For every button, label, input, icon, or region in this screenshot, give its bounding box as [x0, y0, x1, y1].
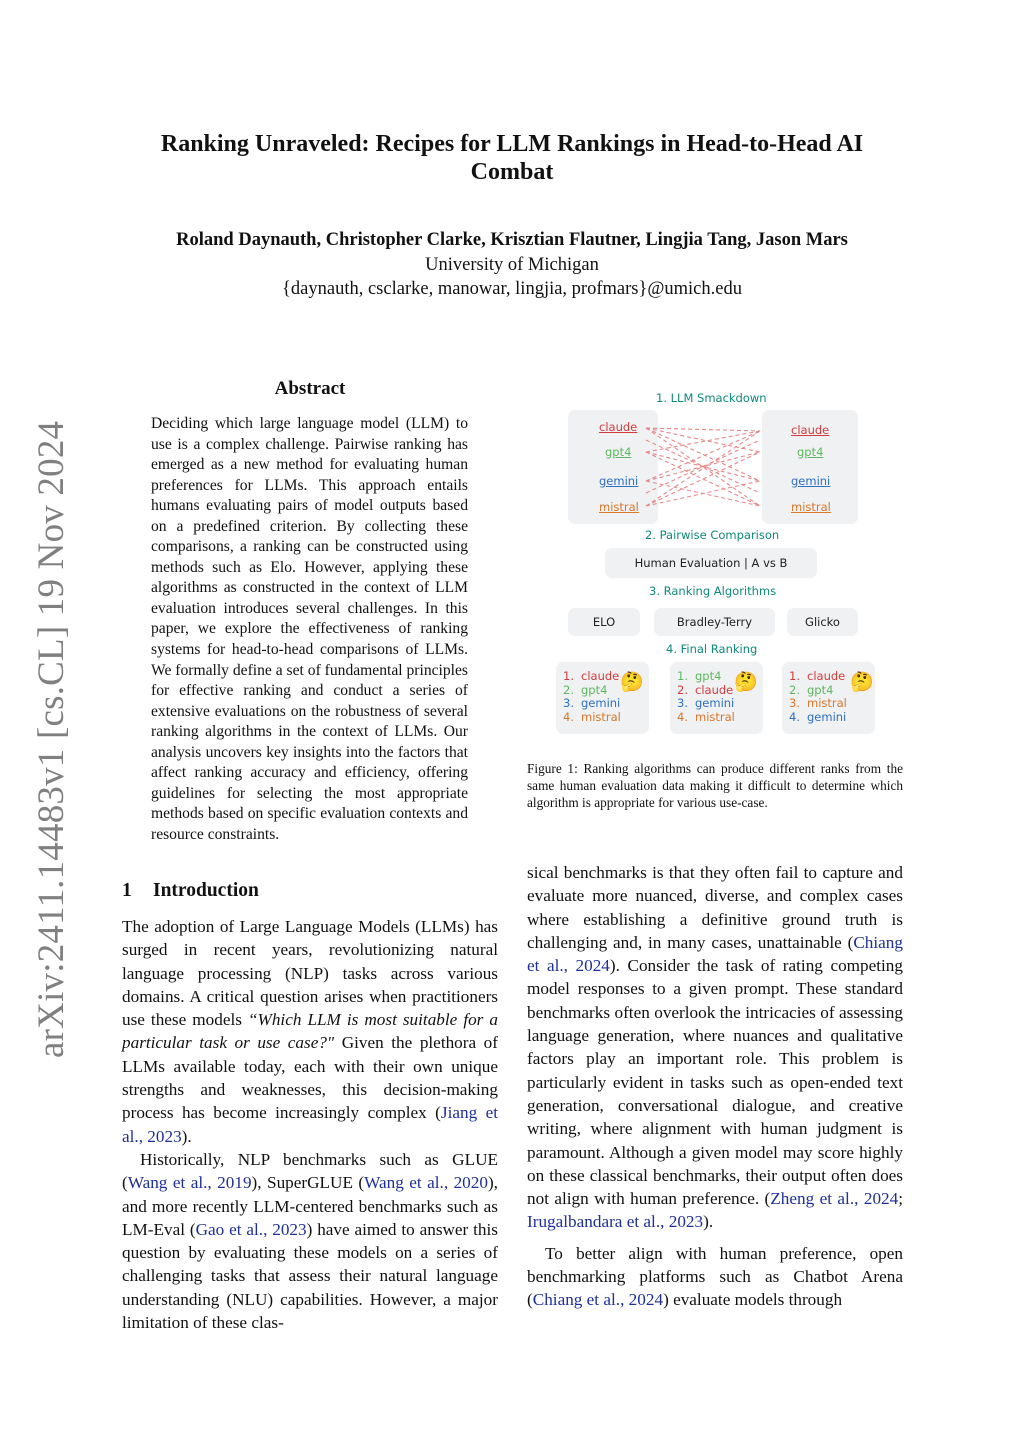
- left-model-gemini: gemini: [599, 474, 639, 488]
- right-column-body: [527, 861, 903, 1312]
- text-run: ).: [181, 1126, 192, 1146]
- step-label-final-ranking: 4. Final Ranking: [666, 642, 758, 656]
- text-run: ;: [898, 1189, 904, 1209]
- ranking-card-elo: [556, 662, 649, 734]
- left-column-body: [122, 915, 498, 1334]
- italic-quote: “Which LLM is most suitable for a particular task or use case?": [122, 1010, 498, 1053]
- step-label-pairwise-comparison: 2. Pairwise Comparison: [645, 528, 780, 542]
- rank-number: 1.: [789, 669, 800, 683]
- rank-number: 2.: [789, 682, 800, 697]
- citation-link[interactable]: Irugalbandara et al., 2023: [527, 1212, 704, 1232]
- text-run: Historically, NLP benchmarks such as GLUE (: [122, 1149, 498, 1193]
- ranked-model-name: mistral: [581, 709, 621, 724]
- text-run: sical benchmarks is that they often fail to capture and evaluate more nuanced, diverse, and complex cases where establishing a definitive ground truth is challenging and, in many cases, unattainable (: [527, 863, 903, 952]
- right-model-mistral: mistral: [791, 500, 831, 514]
- abstract-text: Deciding which large language model (LLM) to use is a complex challenge. Pairwise ranking has emerged as a new method for evaluating human preferences for LLMs. This approach entails humans evaluating pairs of model outputs based on a predefined criterion. By collecting these comparisons, a ranking can be constructed using methods such as Elo. However, applying these algorithms as constructed in the context of LLM evaluation introduces several challenges. In this paper, we explore the effectiveness of ranking systems for head-to-head comparisons of LLMs. We formally define a set of fundamental principles for effective ranking and conduct a series of extensive evaluations on the robustness of several ranking algorithms in the context of LLMs. Our analysis uncovers key insights into the factors that affect ranking accuracy and efficiency, offering guidelines for selecting the most appropriate methods based on specific evaluation contexts and resource constraints.: [151, 415, 468, 843]
- abstract-heading: Abstract: [274, 378, 346, 399]
- affiliation: University of Michigan: [425, 255, 599, 275]
- ranking-entry: [563, 670, 621, 684]
- rank-number: 2.: [677, 682, 688, 697]
- ranking-entry: [677, 711, 735, 725]
- section-title: Introduction: [153, 880, 259, 901]
- ranked-model-name: gpt4: [581, 682, 608, 697]
- ranking-entry: [789, 670, 847, 684]
- rank-number: 4.: [677, 709, 688, 724]
- ranked-model-name: gpt4: [695, 669, 722, 683]
- ranking-entry: [677, 697, 735, 711]
- algorithm-label: Glicko: [805, 615, 840, 629]
- ranking-entry: [789, 711, 847, 725]
- step-label-llm-smackdown: 1. LLM Smackdown: [656, 391, 767, 405]
- text-run: ) evaluate models through: [663, 1290, 843, 1310]
- text-run: The adoption of Large Language Models (LLMs) has surged in recent years, revolutionizing natural language processing (NLP) tasks across various domains. A critical question arises when practitioners use these models: [122, 917, 498, 1030]
- ranking-entry: [789, 684, 847, 698]
- ranked-model-name: gemini: [581, 696, 621, 711]
- text-run: ).: [703, 1212, 714, 1232]
- text-run: ). Consider the task of rating competing model responses to a given prompt. These standard benchmarks often overlook the intricacies of assessing language generation, where nuances and qualitative factors play an important role. This problem is particularly evident in tasks such as open-ended text generation, conversational dialogue, and creative writing, where alignment with human judgment is paramount. Although a given model may score highly on these classical benchmarks, their output often does not align with human preference. (: [527, 956, 903, 1209]
- text-run: ), SuperGLUE (: [251, 1173, 365, 1193]
- rank-number: 3.: [789, 696, 800, 711]
- ranked-model-name: claude: [695, 682, 734, 697]
- text-run: ), and more recently LLM-centered benchmarks such as LM-Eval (: [122, 1173, 498, 1239]
- arxiv-identifier-stamp: arXiv:2411.14483v1 [cs.CL] 19 Nov 2024: [31, 420, 72, 1058]
- ranked-model-name: claude: [581, 669, 620, 683]
- citation-link[interactable]: Chiang et al., 2024: [532, 1290, 664, 1310]
- citation-link[interactable]: Gao et al., 2023: [195, 1219, 307, 1239]
- section-number: 1: [122, 880, 132, 901]
- thinking-face-icon: 🤔: [620, 671, 644, 693]
- algorithm-box-bradley-terry: [654, 608, 775, 636]
- rank-number: 4.: [563, 709, 574, 724]
- rank-number: 4.: [789, 709, 800, 724]
- section-heading-introduction: [122, 880, 259, 902]
- citation-link[interactable]: Wang et al., 2019: [127, 1173, 252, 1193]
- algorithm-label: Bradley-Terry: [676, 615, 753, 629]
- right-model-claude: claude: [791, 423, 830, 437]
- citation-link[interactable]: Jiang et al., 2023: [122, 1103, 498, 1146]
- thinking-face-icon: 🤔: [734, 671, 758, 693]
- ranked-model-name: gemini: [807, 709, 847, 724]
- text-run: Given the plethora of LLMs available today, each with their own unique strengths and weaknesses, this decision-making process has become increasingly complex (: [122, 1033, 498, 1123]
- rank-number: 2.: [563, 682, 574, 697]
- paragraph: [527, 861, 903, 1234]
- ranked-model-name: mistral: [807, 696, 847, 711]
- ranked-model-name: claude: [807, 669, 846, 683]
- author-list: Roland Daynauth, Christopher Clarke, Krisztian Flautner, Lingjia Tang, Jason Mars: [176, 230, 848, 250]
- algorithm-box-elo: [568, 608, 640, 636]
- rank-number: 1.: [563, 669, 574, 683]
- thinking-face-icon: 🤔: [850, 671, 874, 693]
- figure-1-caption: Figure 1: Ranking algorithms can produce different ranks from the same human evaluation data making it difficult to determine which algorithm is appropriate for various use-case.: [527, 761, 903, 810]
- algorithm-box-glicko: [787, 608, 858, 636]
- ranking-entry: [789, 697, 847, 711]
- rank-number: 3.: [563, 696, 574, 711]
- ranking-list: [563, 670, 621, 724]
- rank-number: 3.: [677, 696, 688, 711]
- left-model-gpt4: gpt4: [605, 445, 632, 459]
- human-evaluation-label: Human Evaluation | A vs B: [634, 556, 788, 570]
- figure-1-diagram: [550, 388, 890, 738]
- ranked-model-name: gpt4: [807, 682, 834, 697]
- human-evaluation-box: [605, 548, 817, 578]
- ranking-card-bradley-terry: [670, 662, 763, 734]
- ranking-list: [677, 670, 735, 724]
- left-model-claude: claude: [599, 420, 638, 434]
- citation-link[interactable]: Zheng et al., 2024: [770, 1189, 899, 1209]
- rank-number: 1.: [677, 669, 688, 683]
- citation-link[interactable]: Wang et al., 2020: [364, 1173, 488, 1193]
- text-run: ) have aimed to answer this question by evaluating these models on a series of challenging tasks that assess their natural language understanding (NLU) capabilities. However, a major limitation of these clas-: [122, 1219, 498, 1333]
- ranking-entry: [563, 711, 621, 725]
- ranked-model-name: gemini: [695, 696, 735, 711]
- algorithm-label: ELO: [592, 615, 616, 629]
- left-model-mistral: mistral: [599, 500, 639, 514]
- paper-title: Ranking Unraveled: Recipes for LLM Rankings in Head-to-Head AI Combat: [160, 131, 864, 185]
- author-emails: {daynauth, csclarke, manowar, lingjia, profmars}@umich.edu: [282, 279, 742, 299]
- ranking-entry: [563, 697, 621, 711]
- ranking-entry: [677, 684, 735, 698]
- right-model-gpt4: gpt4: [797, 445, 824, 459]
- ranking-entry: [563, 684, 621, 698]
- paragraph: [122, 1148, 498, 1334]
- paragraph: [122, 915, 498, 1148]
- paragraph: [527, 1242, 903, 1312]
- ranking-list: [789, 670, 847, 724]
- text-run: To better align with human preference, open benchmarking platforms such as Chatbot Arena (: [527, 1243, 903, 1310]
- ranked-model-name: mistral: [695, 709, 735, 724]
- right-model-gemini: gemini: [791, 474, 831, 488]
- ranking-entry: [677, 670, 735, 684]
- citation-link[interactable]: Chiang et al., 2024: [527, 932, 903, 976]
- step-label-ranking-algorithms: 3. Ranking Algorithms: [649, 584, 777, 598]
- ranking-card-glicko: [782, 662, 875, 734]
